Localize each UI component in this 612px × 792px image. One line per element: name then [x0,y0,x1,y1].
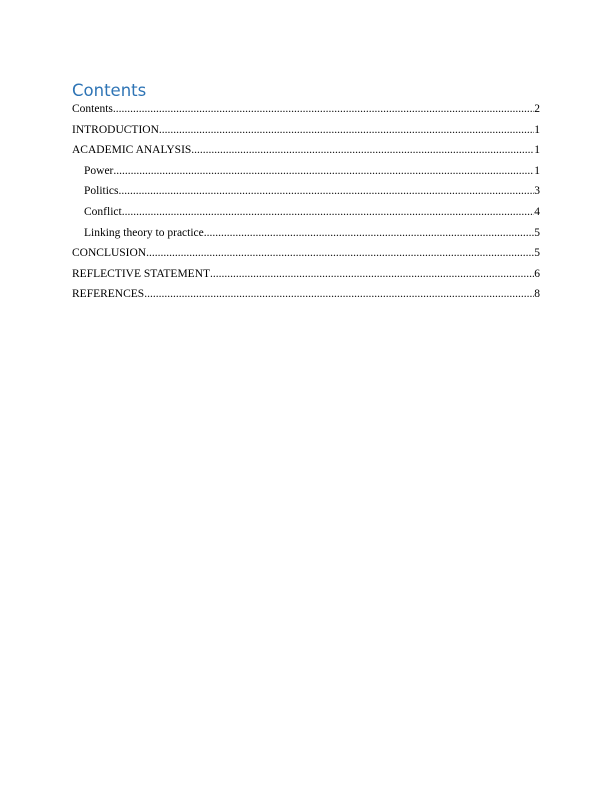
toc-entry[interactable] [72,267,540,288]
toc-dot-leader [159,123,534,137]
toc-entry[interactable] [72,143,540,164]
toc-entry[interactable] [72,184,540,205]
toc-entry-page: 1 [534,164,540,177]
toc-entry-title: Power [84,164,114,177]
toc-entry-page: 5 [534,226,540,239]
toc-entry-title: REFERENCES [72,288,145,301]
toc-dot-leader [191,143,534,157]
toc-entry-title: ACADEMIC ANALYSIS [72,144,192,157]
toc-dot-leader [144,287,534,301]
toc-dot-leader [113,164,534,178]
toc-entry[interactable] [72,164,540,185]
toc-entry-title: Conflict [84,205,122,218]
toc-entry-title: Linking theory to practice [84,226,204,239]
toc-dot-leader [113,102,534,116]
toc-entry[interactable] [72,287,540,308]
toc-entry[interactable] [72,123,540,144]
toc-dot-leader [119,184,535,198]
toc-entry-page: 2 [534,103,540,115]
toc-entry-page: 1 [534,144,540,157]
toc-dot-leader [146,246,534,260]
toc-entry-page: 6 [534,267,540,280]
toc-entry-page: 4 [534,205,540,218]
toc-entry-page: 8 [534,288,540,301]
toc-heading: Contents [72,81,147,100]
toc-dot-leader [210,267,534,281]
toc-entry[interactable] [72,226,540,247]
toc-entry[interactable] [72,205,540,226]
toc-dot-leader [204,226,534,240]
toc-entry[interactable] [72,102,540,123]
table-of-contents [72,102,540,308]
toc-entry-page: 5 [534,247,540,260]
toc-entry-title: Politics [84,185,119,198]
toc-entry-title: REFLECTIVE STATEMENT [72,267,211,280]
toc-entry-title: Contents [72,103,113,115]
toc-entry-title: INTRODUCTION [72,123,159,136]
toc-dot-leader [122,205,535,219]
toc-entry-page: 3 [534,185,540,198]
toc-entry-title: CONCLUSION [72,247,147,260]
toc-entry[interactable] [72,246,540,267]
toc-entry-page: 1 [534,123,540,136]
